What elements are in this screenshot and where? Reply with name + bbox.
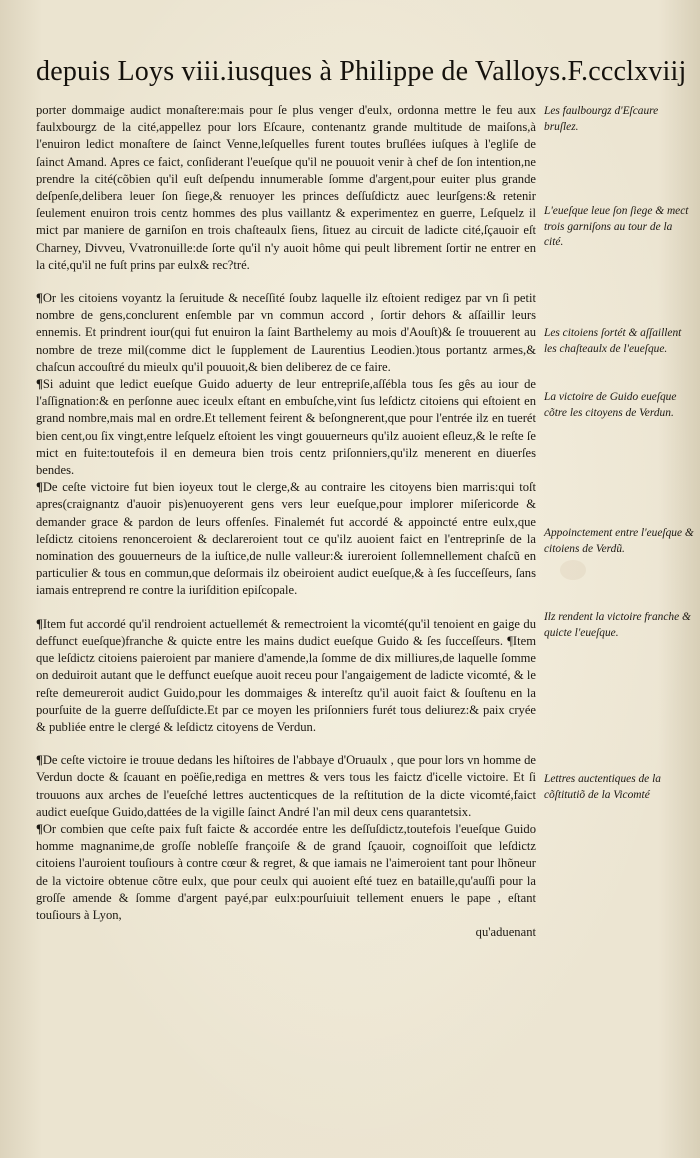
paragraph: ¶Si aduint que ledict eueſque Guido aduerty de leur entrepriſe,aſſébla tous ſes gês au iour de l'aſſignation:& en perſonne auec iceulx eſtant en embuſche,vint ſus leſdictz citoiens qui eſtoient en grand nombre,mais mal en ordre.Et tellement feirent & beſongnerent,que pour l'entrée ilz en tuerét bien cent,ou ſix vingt,entre leſquelz eſtoient les vingt gouuerneurs qu'ilz auoient eſleuz,& le reſte ſe mict en fuite:toutefois il en demeura bien trois centz priſonniers,qu'ilz menerent en diuerſes bendes. [36,377,536,478]
pilcrow-icon: ¶ [36,377,43,392]
margin-note: Les citoiens ſortét & aſſaillent les chaſteaulx de l'eueſque. [544,327,682,355]
main-text-column [36,102,536,941]
paragraph: ¶Or les citoiens voyantz la ſeruitude & neceſſité ſoubz laquelle ilz eſtoient redigez par vn ſi petit nombre de gens,conclurent enſemble par vn commun accord , ſortir dehors & aſſaillir leurs ennemis. Et prindrent iour(qui fut enuiron la ſaint Barthelemy au mois d'Aouſt)& ſe trouuerent au nombre de treze mil(comme dict le ſupplement de Laurentius Leodien.)tous portantz armes,& chaſcun accouſtré du mieulx qu'il pouuoit,& bien deliberez de ce faire. [36,291,536,374]
paragraph: ¶De ceſte victoire ie trouue dedans les hiſtoires de l'abbaye d'Oruaulx , que pour lors vn homme de Verdun docte & ſcauant en poëſie,rediga en mettres & vers tous les faictz d'icelle victoire. Et ſi trouuons aux arches de l'eueſché lettres auctenticques de la reſtitution de la dicte vicomté,faict audict eueſque Guido,dattées de la vigille ſainct André l'an mil deux cens quarantetsix. [36,753,536,819]
pilcrow-icon: ¶ [36,616,43,631]
margin-note: La victoire de Guido eueſque cõtre les citoyens de Verdun. [544,391,677,419]
paragraph: ¶De ceſte victoire fut bien ioyeux tout le clerge,& au contraire les citoyens bien marris:qui toſt apres(craignantz d'auoir pis)enuoyerent gens vers leur eueſque,pour implorer miſericorde & demander grace & pardon de leurs offenſes. Finalemét fut accordé & appoincté entre eulx,que leſdictz citoiens renonceroient & declareroient tout ce qu'ilz auoient faict en l'entreprinſe de la nomination des gouuerneurs de la iuſtice,de nulle valleur:& iureroient ſollemnellement chaſcũ en particulier & tous en commun,que deſormais ilz obeiroient audict eueſque,& à ſes ſucceſſeurs, ſans iamais entreprend re contre la iuriſdition epiſcopale. [36,480,536,598]
catchword: qu'aduenant [475,925,536,940]
margin-note: Lettres auctentiques de la cõſtitutiõ de la Vicomté [544,773,661,801]
running-header: depuis Loys viii.iusques à Philippe de Valloys.F.ccclxviij [36,56,687,87]
pilcrow-icon: ¶ [36,821,43,836]
paragraph: porter dommaige audict monaſtere:mais pour ſe plus venger d'eulx, ordonna mettre le feu aux faulxbourgz de la cité,appellez pour lors Eſcaure, contenantz grande multitude de maiſons,à l'enuiron ledict monaſtere de ſainct Venne,leſquelles furent toutes bruſlées iuſques à l'egliſe de ſainct Amand. Apres ce faict, conſiderant l'eueſque qu'il ne pouuoit venir à chef de ſon intention,ne prendre la cité(cõbien qu'il euſt deſpendu innumerable ſomme d'argent,pour euiter plus grande deſpenſe,delibera leuer ſon ſiege,& renuoyer les princes deſſuſdictz auec leurſgens:& retenir ſeulement enuiron trois centz hommes des plus vaillantz & experimentez en guerre, Leſquelz il mict par maniere de garniſon en trois chaſteaulx ſiens, ſituez au circuit de ladicte cité,ſçauoir eſt Charney, Divveu, Vvatronuille:de ſorte qu'il n'y auoit hôme qui peult librement ſortir ne entrer en la cité,qu'il ne fuſt prins par eulx& rec?tré. [36,103,536,272]
pilcrow-icon: ¶ [36,480,43,495]
margin-note: Appoinctement entre l'eueſque & citoiens de Verdũ. [544,527,694,555]
margin-note: Ilz rendent la victoire franche & quicte l'eueſque. [544,611,691,639]
paragraph: ¶Item fut accordé qu'il rendroient actuellemét & remectroient la vicomté(qu'il tenoient en gaige du deffunct eueſque)franche & quicte entre les mains dudict eueſque Guido & ſes ſucceſſeurs. ¶Item que leſdictz citoiens paieroient par maniere d'amende,la ſomme de dix milliures,de laquelle ſomme on deduiroit autant que le deffunct eueſque auoit receu pour l'angaigement de ladicte vicomté, & le reſte demeureroit audict Guido,pour les dommaiges & intereſtz qu'il auoit faict & ſouſtenu en la pourſuite de la guerre deſſuſdicte.Et par ce moyen les priſonniers furét tous deliurez:& paix cryée & publiée entre le clergé & leſdictz citoyens de Verdun. [36,616,536,734]
margin-note: Les faulbourgz d'Eſcaure bruſlez. [544,105,659,133]
margin-note: L'eueſque leue ſon ſiege & mect trois garniſons au tour de la cité. [544,205,689,249]
pilcrow-icon: ¶ [36,753,43,768]
paragraph: ¶Or combien que ceſte paix fuſt faicte & accordée entre les deſſuſdictz,toutefois l'eueſque Guido homme magnanime,de groſſe nobleſſe françoiſe & de grand ſçauoir, cognoiſſoit que leſdictz citoiens l'auroient touſiours à contre cœur & regret, & que iamais ne l'aimeroient tant pour lhõneur de la victoire obtenue cõtre eulx, que pour ceulx qui auoient eſté tuez en bataille,qu'auſſi pour la groſſe amende & ſomme d'argent payé,par eulx:pourſuiuit tellement enuers le pape , eſtant touſiours à Lyon, [36,821,536,922]
ink-stain [560,560,586,580]
pilcrow-icon: ¶ [36,291,43,306]
